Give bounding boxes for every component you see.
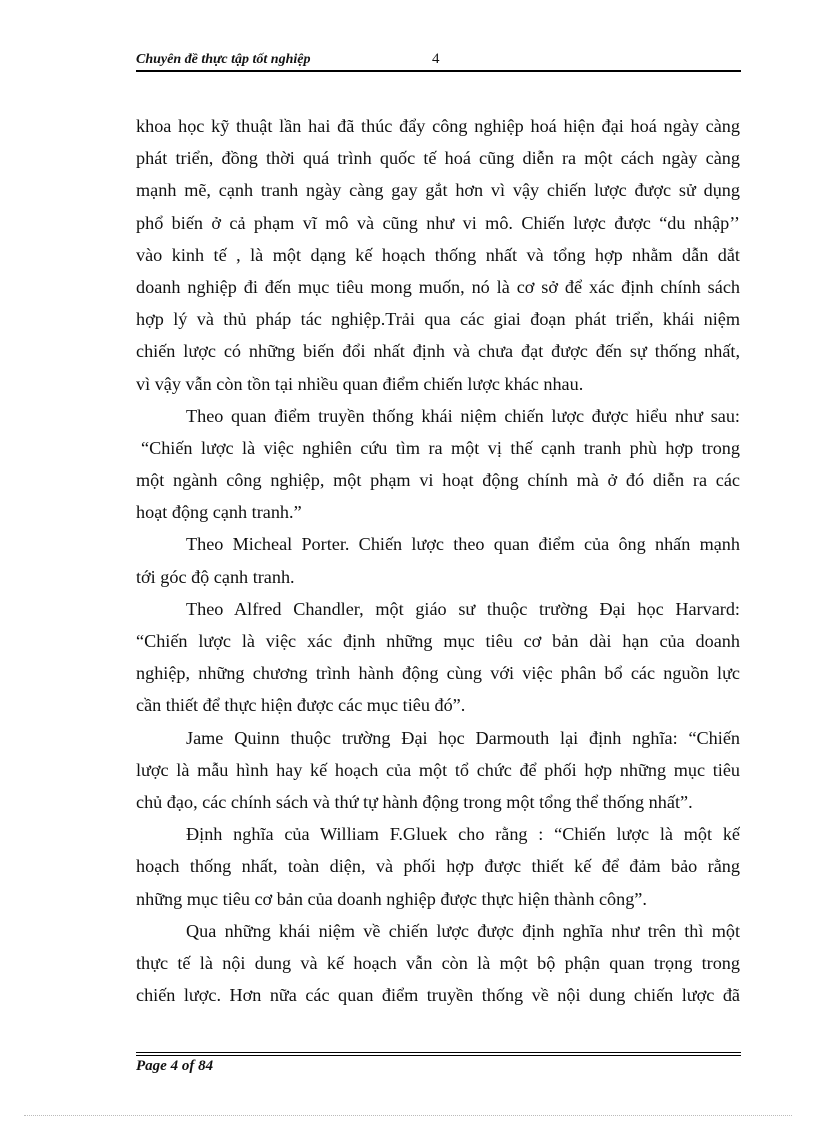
body-line: thực tế là nội dung và kế hoạch vẫn còn là một bộ phận quan trọng trong: [136, 952, 740, 973]
body-line: cần thiết để thực hiện được các mục tiêu đó”.: [136, 695, 466, 716]
body-line: phát triển, đồng thời quá trình quốc tế hoá cũng diễn ra một cách ngày càng: [136, 148, 740, 169]
body-line: Theo Micheal Porter. Chiến lược theo quan điểm của ông nhấn mạnh: [186, 534, 740, 555]
footer-divider: [136, 1052, 741, 1056]
header-page-number: 4: [432, 51, 440, 67]
body-line: phổ biến ở cả phạm vĩ mô và cũng như vi mô. Chiến lược được “du nhập’’: [136, 212, 740, 233]
page-header: [136, 48, 741, 72]
body-line: chiến lược. Hơn nữa các quan điểm truyền thống về nội dung chiến lược đã: [136, 985, 740, 1006]
body-line: “Chiến lược là việc xác định những mục tiêu cơ bản dài hạn của doanh: [136, 631, 740, 651]
body-line: chiến lược có những biến đổi nhất định và chưa đạt được đến sự thống nhất,: [136, 341, 740, 362]
body-line: vì vậy vẫn còn tồn tại nhiều quan điểm chiến lược khác nhau.: [136, 373, 584, 394]
body-line: những mục tiêu cơ bản của doanh nghiệp được thực hiện thành công”.: [136, 888, 647, 909]
body-line: Theo quan điểm truyền thống khái niệm chiến lược được hiểu như sau:: [186, 405, 740, 426]
body-line: Định nghĩa của William F.Gluek cho rằng : “Chiến lược là một kế: [186, 824, 740, 845]
body-line: Jame Quinn thuộc trường Đại học Darmouth lại định nghĩa: “Chiến: [186, 727, 740, 748]
page-bottom-edge: [24, 1115, 792, 1116]
footer-page-indicator: Page 4 of 84: [136, 1058, 214, 1074]
body-line: một ngành công nghiệp, một phạm vi hoạt động chính mà ở đó diễn ra các: [136, 470, 740, 491]
body-line: nghiệp, những chương trình hành động cùng với việc phân bổ các nguồn lực: [136, 663, 740, 684]
body-line: Theo Alfred Chandler, một giáo sư thuộc trường Đại học Harvard:: [186, 598, 740, 619]
body-line: khoa học kỹ thuật lần hai đã thúc đẩy công nghiệp hoá hiện đại hoá ngày càng: [136, 116, 740, 136]
body-line: doanh nghiệp đi đến mục tiêu mong muốn, nó là cơ sở để xác định chính sách: [136, 276, 740, 297]
body-text: [136, 110, 740, 1011]
body-line: chủ đạo, các chính sách và thứ tự hành động trong một tổng thể thống nhất”.: [136, 791, 693, 812]
body-line: “Chiến lược là việc nghiên cứu tìm ra một vị thế cạnh tranh phù hợp trong: [141, 437, 740, 458]
body-line: hợp lý và thủ pháp tác nghiệp.Trải qua các giai đoạn phát triển, khái niệm: [136, 309, 740, 330]
body-line: tới góc độ cạnh tranh.: [136, 566, 295, 587]
body-line: hoạt động cạnh tranh.”: [136, 502, 302, 523]
body-line: vào kinh tế , là một dạng kế hoạch thống nhất và tổng hợp nhằm dẫn dắt: [136, 244, 740, 265]
body-line: lược là mẫu hình hay kế hoạch của một tổ chức để phối hợp những mục tiêu: [136, 759, 740, 780]
header-title: Chuyên đề thực tập tốt nghiệp: [136, 52, 311, 67]
body-line: mạnh mẽ, cạnh tranh ngày càng gay gắt hơn vì vậy chiến lược được sử dụng: [136, 180, 740, 201]
body-line: hoạch thống nhất, toàn diện, và phối hợp được thiết kế để đảm bảo rằng: [136, 856, 740, 877]
body-line: Qua những khái niệm về chiến lược được định nghĩa như trên thì một: [186, 920, 740, 941]
